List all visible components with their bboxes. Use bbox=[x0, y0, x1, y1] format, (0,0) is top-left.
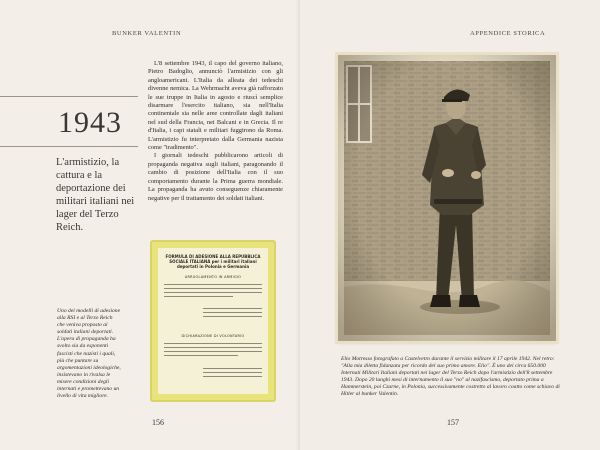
document-caption: Uno dei modelli di adesione alla RSI e al Terzo Reich che veniva proposto ai soldati italiani deportati. L'opera di propaganda ha svolto sia da esponenti fascisti che nazisti i quali, più che puntare su argomentazioni ideologiche, insistevano in rivalsa le misere condizioni degli internati e promettevano un livello di vita migliore. bbox=[57, 308, 121, 400]
page-number-right: 157 bbox=[447, 418, 459, 427]
chapter-subtitle: L'armistizio, la cattura e la deportazione dei militari italiani nei lager del Terzo Reich. bbox=[56, 157, 135, 233]
form-fill-lines-2 bbox=[164, 368, 262, 380]
body-paragraph: L'8 settembre 1943, il capo del governo italiano, Pietro Badoglio, annunciò l'armistizio con gli angloamericani. L'Italia da alleata dei tedeschi divenne nemica. La Wehrmacht aveva già rafforzato le sue truppe in Italia in agosto e riuscì semplice disarmare l'esercito italiano, sia nell'Italia continentale sia nelle aree controllate dagli italiani nel sud della Francia, nei Balcani e in Grecia. Il re d'Italia, i capi statali e militari fuggirono da Roma. L'armistizio fu interpretato dalla Germania nazista come "tradimento". bbox=[148, 60, 283, 152]
form-section-1: ARRUOLAMENTO IN ARMIGIO bbox=[184, 275, 242, 279]
running-header-right: APPENDICE STORICA bbox=[470, 30, 546, 37]
running-header-left: BUNKER VALENTIN bbox=[112, 30, 182, 37]
adhesion-form-image bbox=[150, 240, 276, 402]
heading-rule-top bbox=[0, 96, 138, 97]
soldier-photograph bbox=[338, 55, 556, 341]
page-number-left: 156 bbox=[152, 418, 164, 427]
photo-caption: Elio Motresso fotografato a Castelvetro durante il servizio militare il 17 aprile 1942. Nel retro: "Alla mia diletta fidanzata per ricordo del suo primo amore. Elio". È uno dei circa 650.000 Internati Militari Italiani deportati nei lager del Terzo Reich dopo l'armistizio dell'8 settembre 1943. Dopo 20 lunghi mesi di internamento il suo "no" al nazifascismo, deportato prima a Hammerstein, poi Czarne, in Polonia, successivamente costretto al lavoro coatto come schiavo di Hitler al bunker Valentin. bbox=[341, 356, 560, 398]
form-text-lines-1 bbox=[164, 284, 262, 300]
form-text-lines-2 bbox=[164, 343, 262, 359]
body-paragraph: I giornali tedeschi pubblicarono articoli di propaganda negativa sugli italiani, paragonando il cambio di posizione dell'Italia con il suo comportamento durante la Prima guerra mondiale. La propaganda ha avuto conseguenze chiaramente negative per il trattamento dei soldati italiani. bbox=[148, 152, 283, 202]
form-title: FORMULA DI ADESIONE ALLA REPUBBLICA SOCIALE ITALIANA per i militari italiani deportati in Polonia e Germania bbox=[165, 254, 261, 269]
heading-rule-bottom bbox=[0, 146, 138, 147]
year-heading: 1943 bbox=[58, 106, 122, 139]
form-paper bbox=[158, 248, 268, 394]
body-text bbox=[148, 60, 283, 203]
form-section-2: DICHIARAZIONE DI VOLONTARIO bbox=[181, 334, 245, 338]
form-fill-lines bbox=[164, 308, 262, 320]
soldier-photo-illustration bbox=[338, 55, 556, 341]
